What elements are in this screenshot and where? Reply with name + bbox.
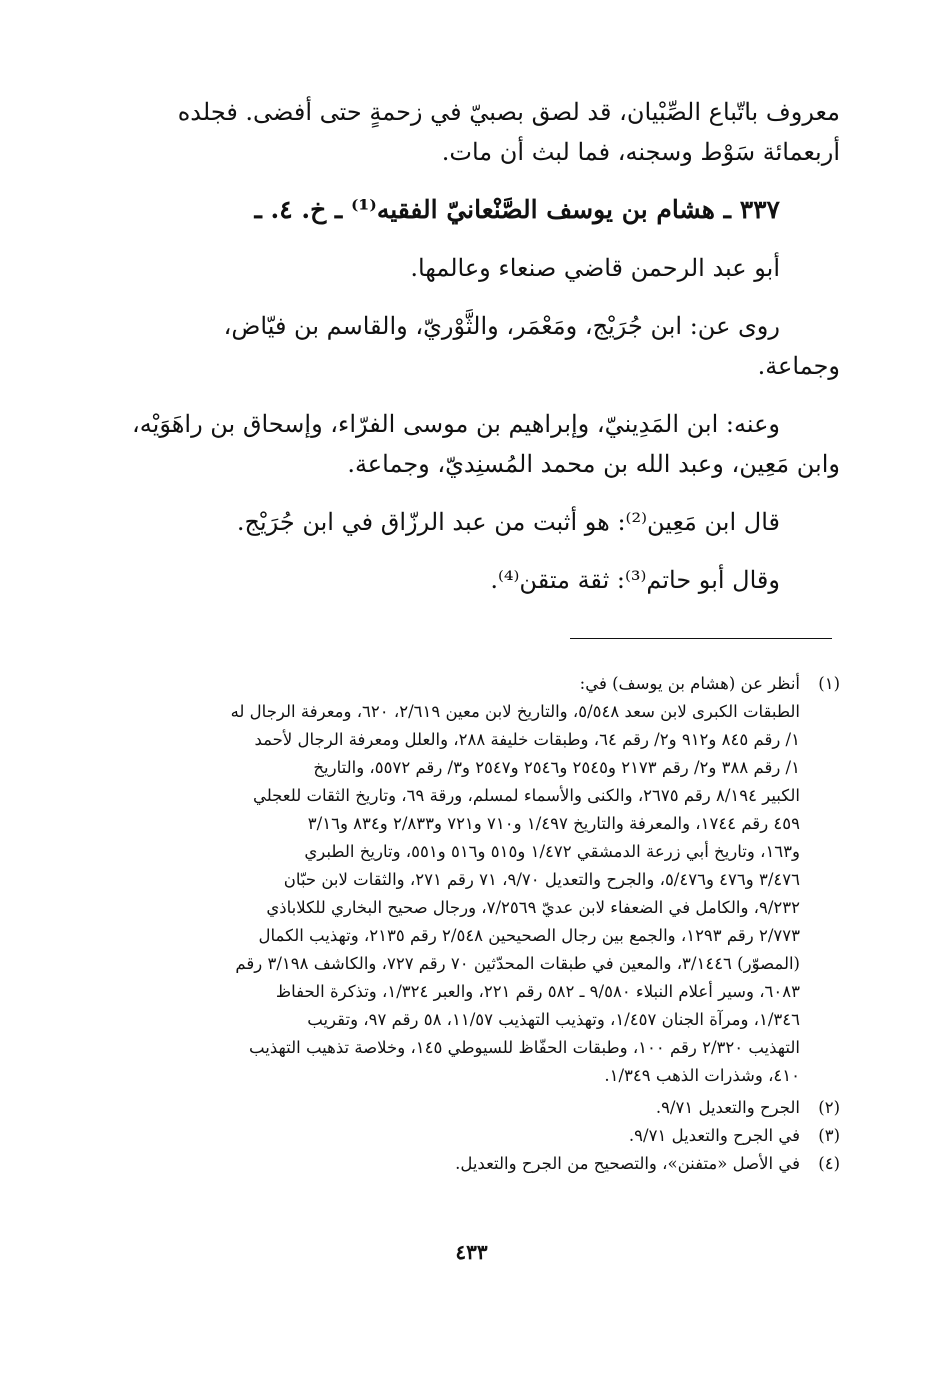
footnote-line: الجرح والتعديل ٩/٧١.	[655, 1098, 800, 1117]
main-text	[130, 92, 840, 618]
footnote-4	[130, 1150, 840, 1178]
footnote-1	[130, 670, 840, 1090]
footnote-line: في الجرح والتعديل ٩/٧١.	[628, 1126, 800, 1145]
footnote-line: في الأصل «متفنن»، والتصحيح من الجرح والتعديل.	[455, 1154, 800, 1173]
text-line: روى عن: ابن جُرَيْج، ومَعْمَر، والثَّوْريّ، والقاسم بن فيّاض،	[223, 312, 780, 340]
footnote-number: (٢)	[818, 1098, 840, 1117]
footnote-line: ٢/٧٧٣ رقم ١٢٩٣، والجمع بين رجال الصحيحين ٢/٥٤٨ رقم ٢١٣٥، وتهذيب الكمال	[258, 926, 800, 945]
text-line: أربعمائة سَوْط وسجنه، فما لبث أن مات.	[441, 138, 840, 166]
footnote-line: التهذيب ٢/٣٢٠ رقم ١٠٠، وطبقات الحفّاظ للسيوطي ١٤٥، وخلاصة تذهيب التهذيب	[249, 1038, 800, 1057]
footnote-line: الكبير ٨/١٩٤ رقم ٢٦٧٥، والكنى والأسماء لمسلم، ورقة ٦٩، وتاريخ الثقات للعجلي	[252, 786, 800, 805]
footnote-line: و١٦٣، وتاريخ أبي زرعة الدمشقي ١/٤٧٢ و٥١٥ و٥١٦ و٥٥١، وتاريخ الطبري	[304, 842, 800, 861]
footnote-line: ٩/٢٣٢، والكامل في الضعفاء لابن عديّ ٧/٢٥٦٩، ورجال صحيح البخاري للكلاباذي	[266, 898, 800, 917]
entry-heading: ٣٣٧ ـ هشام بن يوسف الصَّنْعانيّ الفقيه⁽¹⁾ ـ خ. ٤. ـ	[254, 195, 780, 224]
text-line: وابن مَعِين، وعبد الله بن محمد المُسنِديّ، وجماعة.	[347, 450, 840, 478]
text-line: وعنه: ابن المَدِينيّ، وإبراهيم بن موسى الفرّاء، وإسحاق بن راهَوَيْه،	[132, 410, 780, 438]
footnote-number: (٣)	[818, 1126, 840, 1145]
text-line: وقال أبو حاتم⁽³⁾: ثقة متقن⁽⁴⁾.	[490, 566, 780, 594]
narrated-by-paragraph	[130, 404, 840, 484]
footnote-number: (٤)	[818, 1154, 840, 1173]
kunya-paragraph	[130, 248, 840, 288]
text-line: وجماعة.	[757, 352, 840, 380]
text-line: معروف باتّباع الصِّبْيان، قد لصق بصبيّ في زحمةٍ حتى أفضى. فجلده	[177, 98, 840, 126]
footnote-line: ١/ رقم ٨٤٥ و٩١٢ و٢/ رقم ٦٤، وطبقات خليفة ٢٨٨، والعلل ومعرفة الرجال لأحمد	[254, 730, 800, 749]
page-number: ٤٣٣	[455, 1240, 488, 1264]
footnote-line: ٣/٤٧٦ و٤٧٦ و٥/٤٧٦، والجرح والتعديل ٩/٧٠، ٧١ رقم ٢٧١، والثقات لابن حبّان	[283, 870, 800, 889]
footnote-number: (١)	[818, 674, 840, 693]
footnote-body	[130, 1094, 800, 1122]
intro-paragraph	[130, 92, 840, 172]
footnote-line: (المصوّر) ٣/١٤٤٦، والمعين في طبقات المحدّثين ٧٠ رقم ٧٢٧، والكاشف ٣/١٩٨ رقم	[235, 954, 800, 973]
footnote-body	[130, 1122, 800, 1150]
narrated-from-paragraph	[130, 306, 840, 386]
footnote-body	[130, 670, 800, 1090]
footnote-line: ٤٥٩ رقم ١٧٤٤، والمعرفة والتاريخ ١/٤٩٧ و٧١٠ و٧٢١ و٢/٨٣٣ و٨٣٤ و٣/١٦	[307, 814, 800, 833]
footnote-line: ٦٠٨٣، وسير أعلام النبلاء ٩/٥٨٠ ـ ٥٨٢ رقم ٢٢١، والعبر ١/٣٢٤، وتذكرة الحفاظ	[275, 982, 800, 1001]
footnote-separator	[570, 638, 832, 639]
footnote-2	[130, 1094, 840, 1122]
text-line: أبو عبد الرحمن قاضي صنعاء وعالمها.	[410, 254, 780, 282]
text-line: قال ابن مَعِين⁽²⁾: هو أثبت من عبد الرزّاق في ابن جُرَيْج.	[236, 508, 780, 536]
footnote-body	[130, 1150, 800, 1178]
footnote-line: أنظر عن (هشام بن يوسف) في:	[579, 674, 800, 693]
footnote-line: ١/ رقم ٣٨٨ و٢/ رقم ٢١٧٣ و٢٥٤٥ و٢٥٤٦ و٢٥٤٧ و٣/ رقم ٥٥٧٢، والتاريخ	[313, 758, 800, 777]
footnotes	[130, 670, 840, 1178]
entry-heading-block	[130, 190, 840, 230]
footnote-line: ٤١٠، وشذرات الذهب ١/٣٤٩.	[604, 1066, 800, 1085]
footnote-3	[130, 1122, 840, 1150]
footnote-line: ١/٣٤٦، ومرآة الجنان ١/٤٥٧، وتهذيب التهذيب ١١/٥٧، ٥٨ رقم ٩٧، وتقريب	[307, 1010, 800, 1029]
footnote-line: الطبقات الكبرى لابن سعد ٥/٥٤٨، والتاريخ لابن معين ٢/٦١٩، ٦٢٠، ومعرفة الرجال له	[230, 702, 800, 721]
quote-abu-hatim-paragraph	[130, 560, 840, 600]
quote-ibn-main-paragraph	[130, 502, 840, 542]
